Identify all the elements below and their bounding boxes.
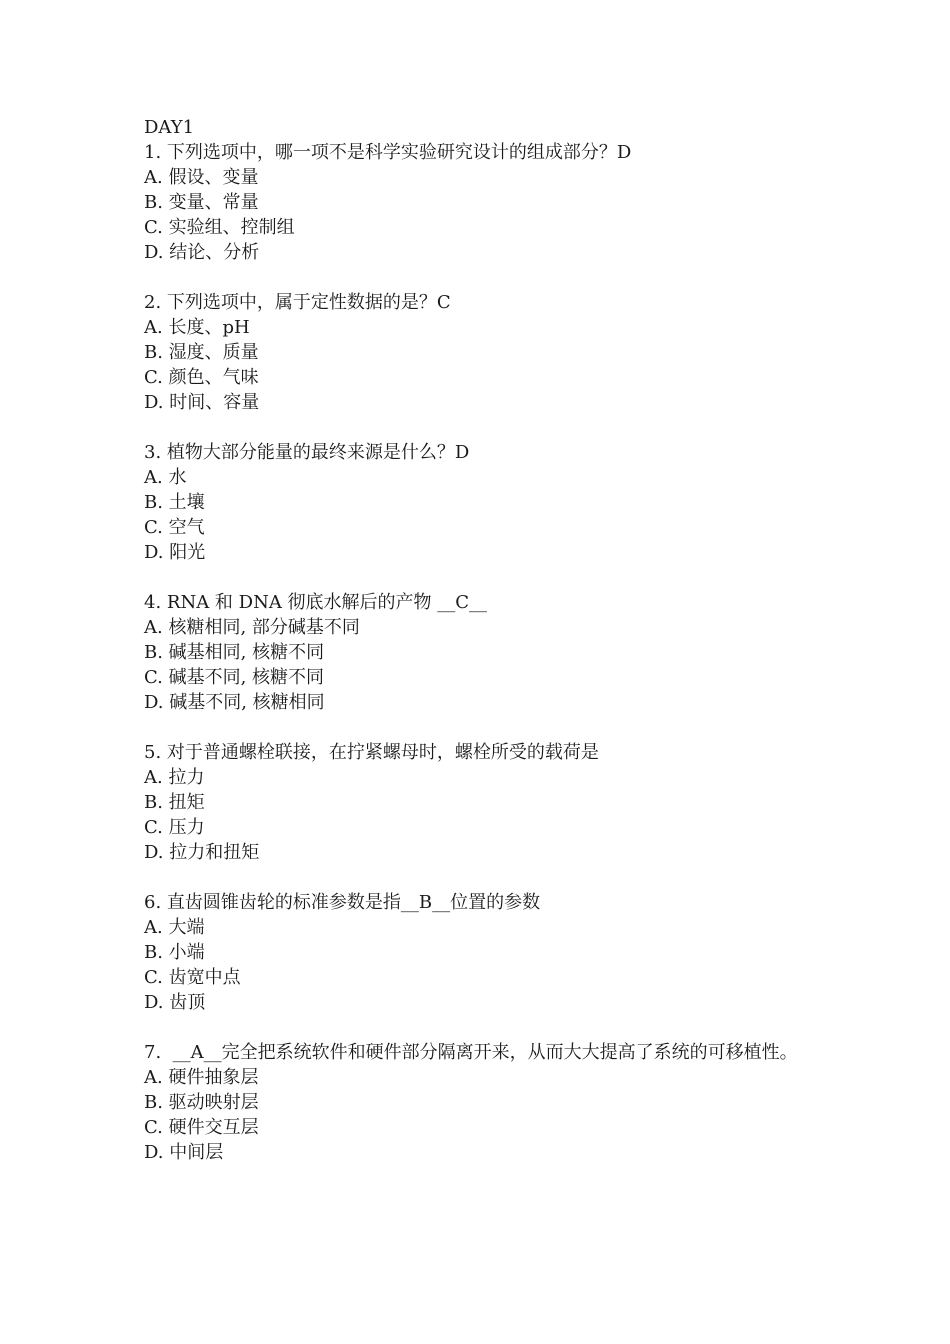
option-a: A. 核糖相同, 部分碱基不同 bbox=[144, 617, 360, 638]
question-3 bbox=[144, 440, 824, 565]
option-b: B. 小端 bbox=[144, 942, 205, 963]
option-c: C. 空气 bbox=[144, 517, 205, 538]
question-7 bbox=[144, 1040, 824, 1165]
option-d: D. 碱基不同, 核糖相同 bbox=[144, 692, 325, 713]
question-text: 1. 下列选项中，哪一项不是科学实验研究设计的组成部分？D bbox=[144, 142, 632, 163]
option-c: C. 齿宽中点 bbox=[144, 967, 241, 988]
option-c: C. 实验组、控制组 bbox=[144, 217, 295, 238]
document-page bbox=[144, 115, 824, 1190]
option-d: D. 拉力和扭矩 bbox=[144, 842, 260, 863]
option-d: D. 结论、分析 bbox=[144, 242, 260, 263]
option-b: B. 变量、常量 bbox=[144, 192, 259, 213]
question-text: 3. 植物大部分能量的最终来源是什么？D bbox=[144, 442, 470, 463]
question-text: 6. 直齿圆锥齿轮的标准参数是指__B__位置的参数 bbox=[144, 892, 541, 913]
option-c: C. 压力 bbox=[144, 817, 205, 838]
option-b: B. 驱动映射层 bbox=[144, 1092, 259, 1113]
option-b: B. 扭矩 bbox=[144, 792, 205, 813]
option-a: A. 大端 bbox=[144, 917, 205, 938]
question-text: 2. 下列选项中，属于定性数据的是？C bbox=[144, 292, 451, 313]
document-title: DAY1 bbox=[144, 117, 195, 138]
option-c: C. 碱基不同, 核糖不同 bbox=[144, 667, 325, 688]
option-a: A. 拉力 bbox=[144, 767, 205, 788]
option-b: B. 湿度、质量 bbox=[144, 342, 259, 363]
option-a: A. 硬件抽象层 bbox=[144, 1067, 259, 1088]
question-1 bbox=[144, 140, 824, 265]
option-c: C. 颜色、气味 bbox=[144, 367, 259, 388]
question-text: 5. 对于普通螺栓联接，在拧紧螺母时，螺栓所受的载荷是 bbox=[144, 742, 599, 763]
question-6 bbox=[144, 890, 824, 1015]
question-text: 7. __A__完全把系统软件和硬件部分隔离开来，从而大大提高了系统的可移植性。 bbox=[144, 1042, 798, 1063]
question-5 bbox=[144, 740, 824, 865]
option-a: A. 长度、pH bbox=[144, 317, 250, 338]
option-c: C. 硬件交互层 bbox=[144, 1117, 259, 1138]
option-d: D. 阳光 bbox=[144, 542, 206, 563]
option-b: B. 土壤 bbox=[144, 492, 205, 513]
option-d: D. 时间、容量 bbox=[144, 392, 260, 413]
question-text: 4. RNA 和 DNA 彻底水解后的产物 __C__ bbox=[144, 592, 488, 613]
option-d: D. 齿顶 bbox=[144, 992, 206, 1013]
option-a: A. 水 bbox=[144, 467, 187, 488]
question-4 bbox=[144, 590, 824, 715]
option-a: A. 假设、变量 bbox=[144, 167, 259, 188]
option-b: B. 碱基相同, 核糖不同 bbox=[144, 642, 325, 663]
option-d: D. 中间层 bbox=[144, 1142, 224, 1163]
question-2 bbox=[144, 290, 824, 415]
